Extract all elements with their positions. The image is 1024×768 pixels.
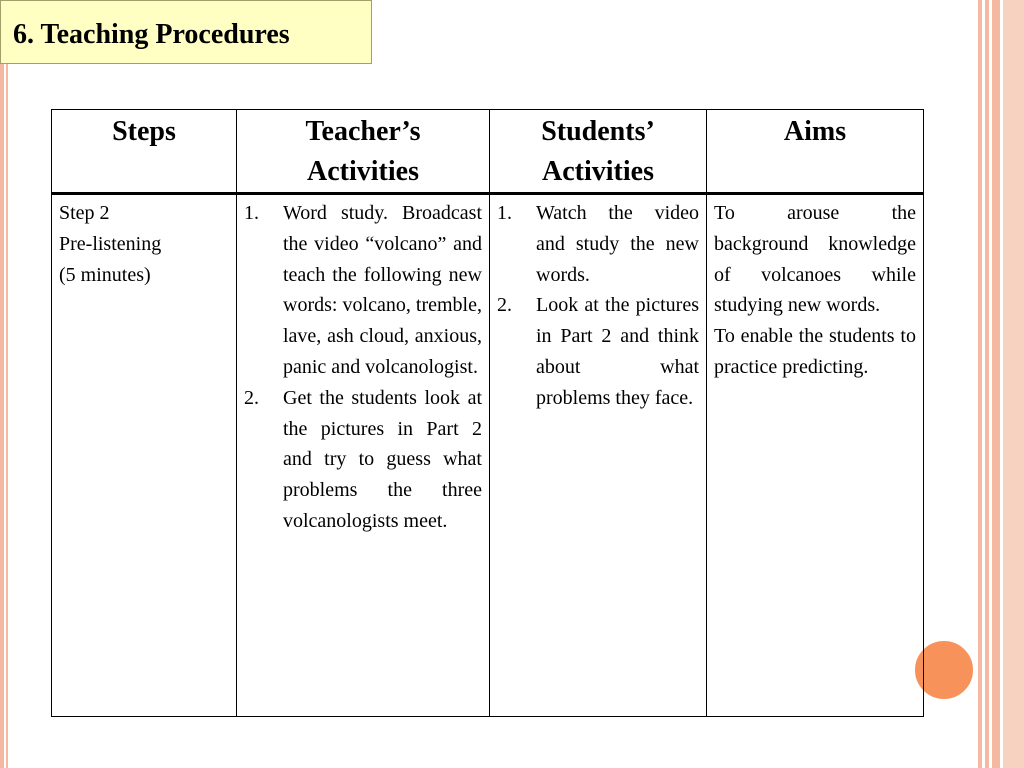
header-students-line1: Students’ [541, 116, 655, 147]
list-item-number: 1. [497, 202, 512, 224]
header-aims-label: Aims [783, 116, 847, 147]
procedures-table [51, 109, 924, 717]
header-teacher-activities [237, 110, 490, 194]
header-students-line2: Activities [542, 156, 654, 187]
left-decorative-stripe [0, 0, 4, 768]
right-decorative-stripe-3 [992, 0, 1000, 768]
header-students-activities [490, 110, 707, 194]
right-decorative-stripe-1 [978, 0, 982, 768]
step-label: Step 2 [59, 202, 110, 224]
title-box [0, 0, 372, 64]
page-title: 6. Teaching Procedures [13, 19, 290, 50]
list-item-text: Watch the video and study the new words. [536, 202, 699, 286]
step-phase: Pre-listening [59, 232, 162, 255]
list-item [497, 290, 699, 413]
list-item-number: 2. [497, 294, 512, 317]
list-item-text: Look at the pictures in Part 2 and think about what problems they face. [536, 294, 699, 409]
left-decorative-stripe-thin [6, 0, 8, 768]
list-item [244, 198, 482, 383]
aim-text: To arouse the background knowledge of volcanoes while studying new words. [714, 202, 916, 317]
right-decorative-stripe-4 [1003, 0, 1024, 768]
header-teacher-line1: Teacher’s [305, 116, 421, 147]
teacher-activities-list [244, 198, 482, 537]
aim-text: To enable the students to practice predicting. [714, 325, 916, 378]
students-activities-list [497, 198, 699, 414]
table-row [52, 194, 924, 717]
cell-aims [707, 194, 924, 717]
right-decorative-stripe-2 [985, 0, 989, 768]
header-steps-label: Steps [112, 116, 176, 147]
cell-teacher-activities [237, 194, 490, 717]
cell-steps [52, 194, 237, 717]
header-teacher-line2: Activities [307, 156, 419, 187]
list-item-text: Get the students look at the pictures in Part 2 and try to guess what problems the three volcanologists meet. [283, 386, 482, 532]
step-duration: (5 minutes) [59, 263, 151, 286]
list-item [497, 198, 699, 290]
header-aims [707, 110, 924, 194]
cell-students-activities [490, 194, 707, 717]
list-item-number: 2. [244, 386, 259, 409]
list-item-number: 1. [244, 202, 259, 224]
list-item [244, 383, 482, 537]
list-item-text: Word study. Broadcast the video “volcano” and teach the following new words: volcano, tremble, lave, ash cloud, anxious, panic and volcanologist. [283, 202, 482, 378]
header-steps [52, 110, 237, 194]
table-header-row [52, 110, 924, 194]
